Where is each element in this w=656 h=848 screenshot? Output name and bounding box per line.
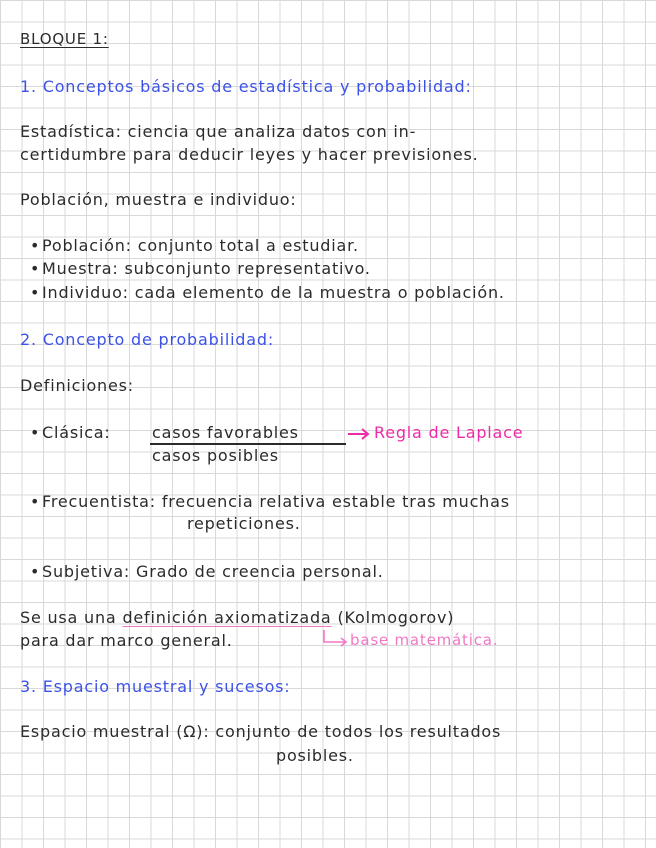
bullet-clasica xyxy=(30,423,111,442)
axiom-highlight: definición axiomatizada xyxy=(122,608,332,627)
axiom-pre-text: Se usa una xyxy=(20,608,117,627)
axiom-line-2-text: para dar marco general. xyxy=(20,631,233,650)
axiom-line-2 xyxy=(20,631,233,650)
fraction-denominator: casos posibles xyxy=(152,446,279,465)
fraction-numerator: casos favorables xyxy=(152,423,299,442)
section-1-heading: 1. Conceptos básicos de estadística y probabilidad: xyxy=(20,77,472,96)
right-arrow-icon xyxy=(348,428,372,440)
bullet-dot: • xyxy=(30,259,41,278)
estadistica-line-2: certidumbre para deducir leyes y hacer previsiones. xyxy=(20,145,479,164)
espacio-muestral-line-2: posibles. xyxy=(276,746,354,765)
bullet-frecuentista xyxy=(30,492,510,511)
bullet-text: Individuo: cada elemento de la muestra o población. xyxy=(42,283,505,302)
subjetiva-text: Subjetiva: Grado de creencia personal. xyxy=(42,562,384,581)
definiciones-label: Definiciones: xyxy=(20,376,134,395)
section-2-heading: 2. Concepto de probabilidad: xyxy=(20,330,275,349)
bullet-muestra xyxy=(30,259,371,278)
bullet-subjetiva xyxy=(30,562,384,581)
fraction-bar xyxy=(150,443,346,445)
bullet-dot: • xyxy=(30,562,41,581)
bullet-individuo xyxy=(30,283,505,302)
kolmogorov-text: (Kolmogorov) xyxy=(337,608,455,627)
page-title: BLOQUE 1: xyxy=(20,30,109,48)
corner-arrow-icon xyxy=(322,630,352,646)
section-3-heading: 3. Espacio muestral y sucesos: xyxy=(20,677,291,696)
laplace-rule: Regla de Laplace xyxy=(374,423,524,442)
axiom-line-1 xyxy=(20,608,454,627)
bullet-text: Población: conjunto total a estudiar. xyxy=(42,236,359,255)
base-matematica-note: base matemática. xyxy=(350,631,499,649)
bullet-dot: • xyxy=(30,283,41,302)
bullet-dot: • xyxy=(30,236,41,255)
estadistica-line-1: Estadística: ciencia que analiza datos con in- xyxy=(20,122,417,141)
poblacion-subheading: Población, muestra e individuo: xyxy=(20,190,297,209)
bullet-dot: • xyxy=(30,423,41,442)
frecuentista-line-2: repeticiones. xyxy=(187,514,301,533)
bullet-poblacion xyxy=(30,236,359,255)
clasica-label: Clásica: xyxy=(42,423,111,442)
espacio-muestral-line-1: Espacio muestral (Ω): conjunto de todos los resultados xyxy=(20,722,502,741)
bullet-dot: • xyxy=(30,492,41,511)
frecuentista-text: Frecuentista: frecuencia relativa estable tras muchas xyxy=(42,492,510,511)
bullet-text: Muestra: subconjunto representativo. xyxy=(42,259,371,278)
